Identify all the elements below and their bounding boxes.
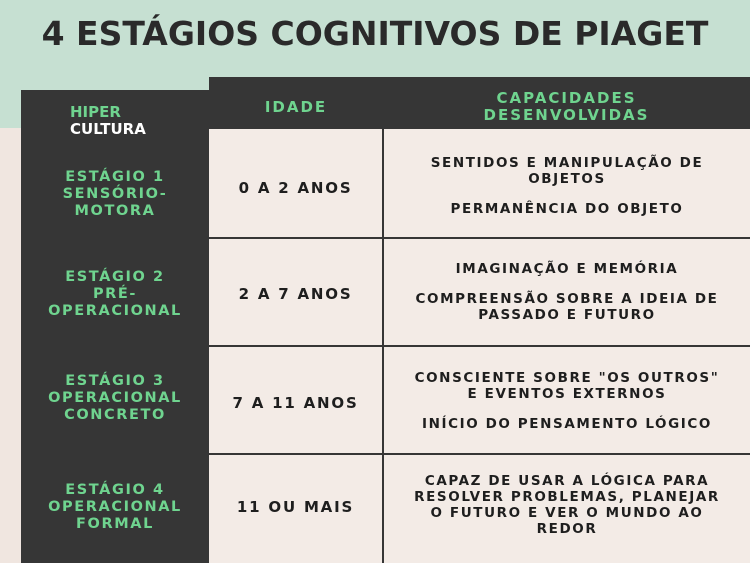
stage-2-age: 2 A 7 ANOS [238, 285, 353, 303]
stage-4-label [21, 482, 209, 533]
stage-2-cap-2: COMPREENSÃO SOBRE A IDEIA DE [415, 291, 719, 307]
stage-1-line-1: ESTÁGIO 1 [65, 169, 165, 185]
logo-line-1: HIPER [70, 103, 121, 121]
stage-4-line-1: ESTÁGIO 4 [65, 482, 165, 498]
stage-1-cap-3: PERMANÊNCIA DO OBJETO [450, 201, 684, 217]
hipercultura-logo [70, 104, 146, 138]
stage-4-line-2: OPERACIONAL [48, 499, 182, 515]
stage-2-label [21, 269, 209, 320]
stage-1-line-3: MOTORA [74, 203, 156, 219]
stage-2-line-2: PRÉ- [92, 286, 138, 302]
stage-3-label [21, 373, 209, 424]
header-capacidades-line-2: DESENVOLVIDAS [483, 106, 650, 124]
stage-4-cap-2: RESOLVER PROBLEMAS, PLANEJAR [414, 489, 720, 505]
stage-4-line-3: FORMAL [76, 516, 154, 532]
row-divider [209, 453, 750, 455]
stage-1-line-2: SENSÓRIO- [62, 186, 168, 202]
stage-3-line-2: OPERACIONAL [48, 390, 182, 406]
stage-1-age: 0 A 2 ANOS [238, 179, 353, 197]
stage-1-cap-2: OBJETOS [528, 171, 606, 187]
stage-3-cap-2: E EVENTOS EXTERNOS [467, 386, 667, 402]
stage-2-line-1: ESTÁGIO 2 [65, 269, 165, 285]
stage-2-line-3: OPERACIONAL [48, 303, 182, 319]
stage-1-label [21, 169, 209, 220]
row-divider [209, 237, 750, 239]
logo-line-2: CULTURA [70, 120, 146, 138]
stage-2-cap-3: PASSADO E FUTURO [478, 307, 656, 323]
stage-4-cap-3: O FUTURO E VER O MUNDO AO [430, 505, 704, 521]
stage-1-capacities [384, 155, 750, 217]
stage-4-capacities [384, 473, 750, 537]
stage-3-capacities [384, 370, 750, 432]
header-capacidades [383, 90, 750, 124]
stage-4-cap-4: REDOR [536, 521, 598, 537]
header-capacidades-line-1: CAPACIDADES [496, 89, 637, 107]
page-title: 4 ESTÁGIOS COGNITIVOS DE PIAGET [41, 14, 709, 53]
stage-3-age: 7 A 11 ANOS [232, 394, 359, 412]
row-divider [209, 345, 750, 347]
stage-3-cap-1: CONSCIENTE SOBRE "OS OUTROS" [414, 370, 720, 386]
header-idade: IDADE [264, 98, 328, 116]
stage-3-cap-3: INÍCIO DO PENSAMENTO LÓGICO [421, 416, 713, 432]
stage-2-capacities [384, 261, 750, 323]
stage-4-cap-1: CAPAZ DE USAR A LÓGICA PARA [424, 473, 710, 489]
stage-3-line-1: ESTÁGIO 3 [65, 373, 165, 389]
stage-2-cap-1: IMAGINAÇÃO E MEMÓRIA [455, 261, 679, 277]
stage-4-age: 11 OU MAIS [236, 498, 355, 516]
stage-3-line-3: CONCRETO [64, 407, 166, 423]
stage-1-cap-1: SENTIDOS E MANIPULAÇÃO DE [430, 155, 704, 171]
